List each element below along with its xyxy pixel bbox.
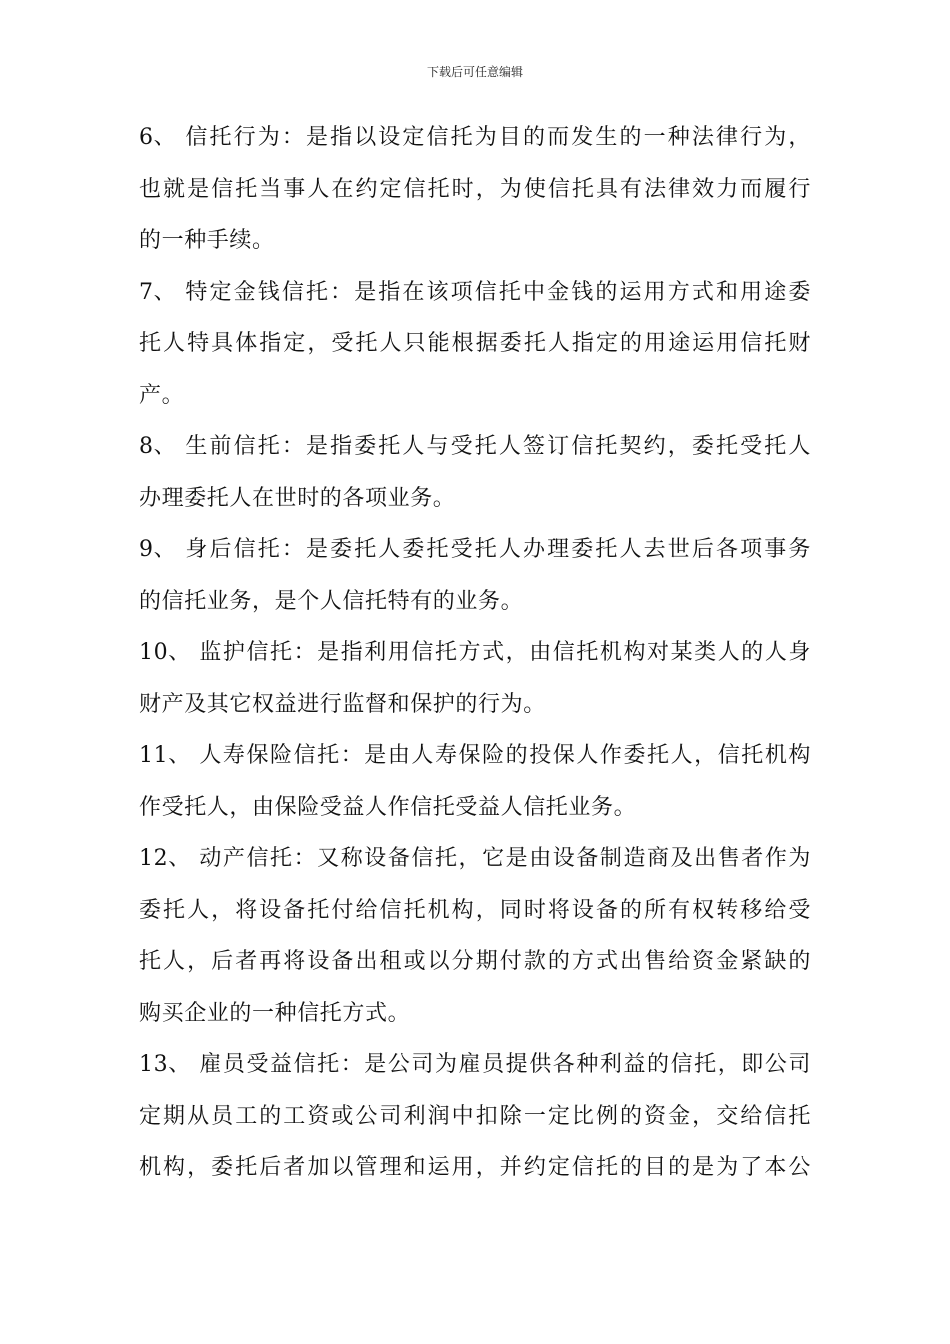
item-number: 11、: [139, 743, 191, 768]
line-text: 雇员受益信托：是公司为雇员提供各种利益的信托，即公司: [199, 1052, 811, 1077]
item-number: 6、: [139, 125, 177, 150]
line-text: 办理委托人在世时的各项业务。: [139, 485, 456, 511]
item-number: 13、: [139, 1052, 191, 1077]
text-line: [139, 730, 811, 782]
text-line: [139, 679, 811, 731]
line-text: 购买企业的一种信托方式。: [139, 1000, 411, 1026]
text-line: [139, 885, 811, 937]
text-line: [139, 576, 811, 628]
line-text: 产。: [139, 382, 185, 408]
text-line: [139, 627, 811, 679]
item-number: 10、: [139, 640, 191, 665]
text-line: [139, 1091, 811, 1143]
text-line: [139, 267, 811, 319]
text-line: [139, 164, 811, 216]
line-text: 信托行为：是指以设定信托为目的而发生的一种法律行为，: [185, 125, 811, 150]
line-text: 人寿保险信托：是由人寿保险的投保人作委托人，信托机构: [199, 743, 811, 768]
item-number: 9、: [139, 537, 177, 562]
item-number: 12、: [139, 846, 191, 871]
text-line: [139, 318, 811, 370]
line-text: 作受托人，由保险受益人作信托受益人信托业务。: [139, 794, 637, 820]
text-line: [139, 473, 811, 525]
text-line: [139, 782, 811, 834]
line-text: 动产信托：又称设备信托，它是由设备制造商及出售者作为: [199, 846, 811, 871]
line-text: 委托人，将设备托付给信托机构，同时将设备的所有权转移给受: [139, 897, 811, 923]
item-number: 7、: [139, 279, 177, 305]
line-text: 机构，委托后者加以管理和运用，并约定信托的目的是为了本公: [139, 1155, 811, 1180]
text-line: [139, 421, 811, 473]
text-line: [139, 112, 811, 164]
line-text: 特定金钱信托：是指在该项信托中金钱的运用方式和用途委: [185, 279, 811, 305]
line-text: 财产及其它权益进行监督和保护的行为。: [139, 691, 546, 717]
line-text: 监护信托：是指利用信托方式，由信托机构对某类人的人身: [199, 640, 811, 665]
text-line: [139, 988, 811, 1040]
text-line: [139, 833, 811, 885]
item-number: 8、: [139, 434, 177, 459]
text-line: [139, 215, 811, 267]
page-header: 下载后可任意编辑: [426, 65, 523, 79]
text-line: [139, 1039, 811, 1091]
line-text: 的信托业务，是个人信托特有的业务。: [139, 588, 524, 614]
line-text: 托人特具体指定，受托人只能根据委托人指定的用途运用信托财: [139, 331, 811, 356]
line-text: 生前信托：是指委托人与受托人签订信托契约，委托受托人: [185, 434, 811, 459]
line-text: 的一种手续。: [139, 228, 275, 253]
line-text: 定期从员工的工资或公司利润中扣除一定比例的资金，交给信托: [139, 1103, 811, 1129]
line-text: 身后信托：是委托人委托受托人办理委托人去世后各项事务: [185, 537, 811, 562]
text-line: [139, 1142, 811, 1194]
text-line: [139, 524, 811, 576]
document-body: [139, 112, 811, 1194]
line-text: 托人，后者再将设备出租或以分期付款的方式出售给资金紧缺的: [139, 949, 811, 974]
text-line: [139, 936, 811, 988]
text-line: [139, 370, 811, 422]
line-text: 也就是信托当事人在约定信托时，为使信托具有法律效力而履行: [139, 176, 811, 202]
